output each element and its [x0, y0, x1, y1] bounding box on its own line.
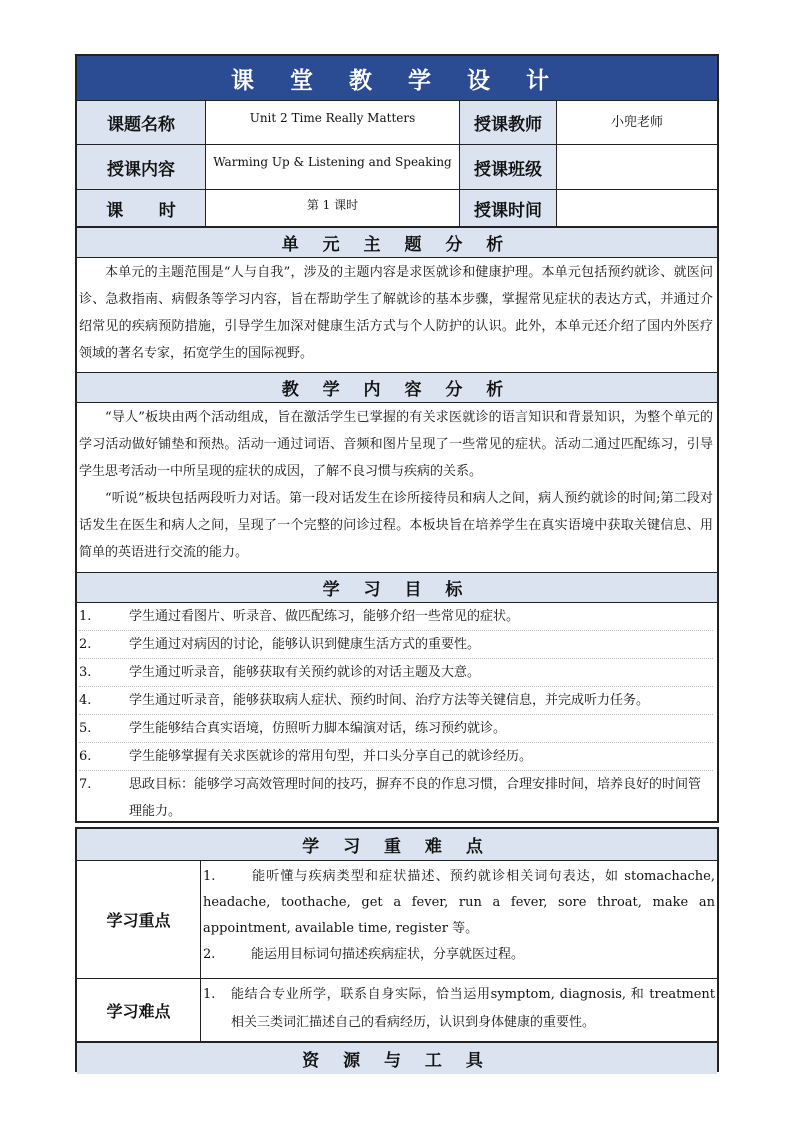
objective-item — [79, 715, 713, 743]
objective-num: 4. — [79, 693, 92, 708]
focus-label: 学习重点 — [77, 861, 201, 978]
objective-item — [79, 743, 713, 771]
key-points-heading: 学 习 重 难 点 — [77, 829, 717, 861]
unit-analysis-text: 本单元的主题范围是“人与自我”，涉及的主题内容是求医就诊和健康护理。本单元包括预约就诊、就医问诊、急救指南、病假条等学习内容，旨在帮助学生了解就诊的基本步骤，掌握常见症状的表达方式，并通过介绍常见的疾病预防措施，引导学生加深对健康生活方式与个人防护的认识。此外，本单元还介绍了国内外医疗领域的著名专家，拓宽学生的国际视野。 — [79, 265, 713, 361]
objective-num: 6. — [79, 749, 92, 764]
objectives-heading: 学 习 目 标 — [77, 572, 717, 603]
objective-text: 学生能够掌握有关求医就诊的常用句型，并口头分享自己的就诊经历。 — [129, 749, 533, 764]
objective-item — [79, 631, 713, 659]
key-points-table — [75, 827, 719, 1072]
objective-text: 学生能够结合真实语境，仿照听力脚本编演对话，练习预约就诊。 — [129, 721, 507, 736]
info-grid — [77, 101, 717, 227]
objective-text: 学生通过听录音，能够获取病人症状、预约时间、治疗方法等关键信息，并完成听力任务。 — [129, 693, 650, 708]
resources-heading: 资 源 与 工 具 — [77, 1042, 717, 1074]
focus-body — [203, 864, 715, 968]
focus-text: 能运用目标词句描述疾病症状，分享就医过程。 — [251, 947, 525, 962]
difficulty-num: 1. — [203, 987, 216, 1002]
period-value: 第 1 课时 — [206, 190, 460, 227]
content-analysis-para-2: “听说”板块包括两段听力对话。第一段对话发生在诊所接待员和病人之间，病人预约就诊的时间;第二段对话发生在医生和病人之间，呈现了一个完整的问诊过程。本板块旨在培养学生在真实语境中获取关键信息、用简单的英语进行交流的能力。 — [79, 491, 713, 560]
content-label: 授课内容 — [77, 145, 206, 190]
time-label: 授课时间 — [460, 190, 557, 227]
class-value — [557, 145, 717, 190]
difficulty-label: 学习难点 — [77, 979, 201, 1041]
unit-analysis-text-block — [79, 259, 713, 367]
focus-item — [203, 864, 715, 942]
objective-text: 学生通过看图片、听录音、做匹配练习，能够介绍一些常见的症状。 — [129, 609, 520, 624]
objective-num: 1. — [79, 609, 92, 624]
focus-item — [203, 942, 715, 968]
time-value — [557, 190, 717, 227]
difficulty-item — [203, 981, 715, 1037]
objective-item — [79, 687, 713, 715]
period-label: 课 时 — [77, 190, 206, 227]
objective-num: 7. — [79, 777, 92, 792]
objective-text: 思政目标：能够学习高效管理时间的技巧，摒弃不良的作息习惯，合理安排时间，培养良好的时间管理能力。 — [129, 777, 702, 819]
content-analysis-para-1: “导人”板块由两个活动组成，旨在激活学生已掌握的有关求医就诊的语言知识和背景知识，为整个单元的学习活动做好铺垫和预热。活动一通过词语、音频和图片呈现了一些常见的症状。活动二通过匹配练习，引导学生思考活动一中所呈现的症状的成因，了解不良习惯与疾病的关系。 — [79, 410, 713, 479]
unit-analysis-heading: 单 元 主 题 分 析 — [77, 227, 717, 258]
focus-num: 2. — [203, 947, 216, 962]
difficulty-text: 能结合专业所学，联系自身实际，恰当运用symptom, diagnosis, 和 treatment 相关三类词汇描述自己的看病经历，认识到身体健康的重要性。 — [231, 987, 715, 1030]
focus-row — [77, 861, 717, 979]
focus-text: 能听懂与疾病类型和症状描述、预约就诊相关词句表达，如 stomachache, headache, toothache, get a fever, run a fever, sore throat, make an appointment, available time, register 等。 — [203, 869, 715, 936]
lesson-plan-table — [75, 54, 719, 823]
content-analysis-heading: 教 学 内 容 分 析 — [77, 372, 717, 403]
teacher-label: 授课教师 — [460, 101, 557, 145]
objective-item — [79, 771, 713, 825]
objective-text: 学生通过对病因的讨论，能够认识到健康生活方式的重要性。 — [129, 637, 481, 652]
objectives-list — [79, 603, 713, 825]
page-title: 课 堂 教 学 设 计 — [77, 56, 717, 101]
objective-text: 学生通过听录音，能够获取有关预约就诊的对话主题及大意。 — [129, 665, 481, 680]
content-analysis-text-block — [79, 404, 713, 566]
content-value: Warming Up & Listening and Speaking — [206, 145, 460, 190]
focus-num: 1. — [203, 869, 216, 884]
difficulty-row — [77, 979, 717, 1042]
difficulty-body — [203, 981, 715, 1037]
objective-num: 5. — [79, 721, 92, 736]
topic-label: 课题名称 — [77, 101, 206, 145]
topic-value: Unit 2 Time Really Matters — [206, 101, 460, 145]
teacher-value: 小兜老师 — [557, 101, 717, 145]
class-label: 授课班级 — [460, 145, 557, 190]
objective-num: 3. — [79, 665, 92, 680]
objective-num: 2. — [79, 637, 92, 652]
objective-item — [79, 603, 713, 631]
objective-item — [79, 659, 713, 687]
